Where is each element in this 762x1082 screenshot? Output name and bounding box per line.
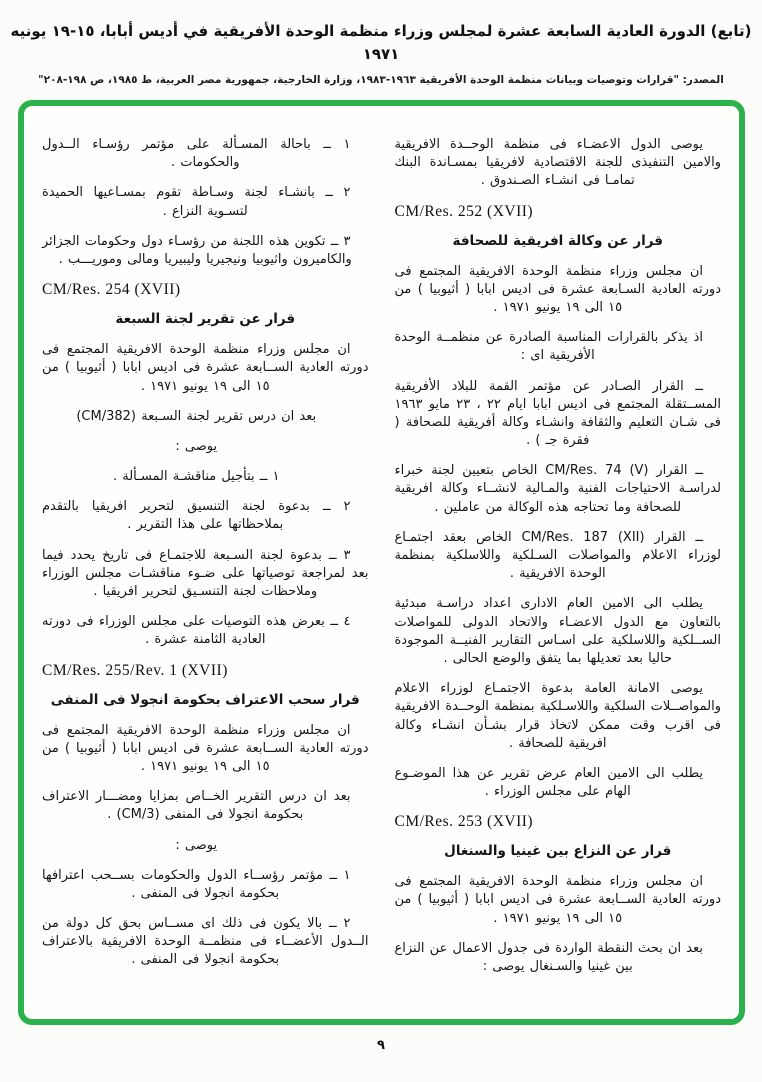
paragraph: ــ القرار CM/Res. 74 (V) الخاص بتعيين لجنة خبراء لدراسـة الاحتياجات الفنية والمـالية لانشــاء وكالة افريقية للصحافة وما تحتاجه هذه الوكالة من عاملين . [394,463,721,515]
paragraph: يوصى الامانة العامة بدعوة الاجتمـاع لوزراء الاعلام والمواصــلات السلكية واللاسـلكية بمنظمة الوحــدة الافريقية فى اقرب وقت ممكن لاتخاذ قرار بشـأن انشـاء وكالة افريقية للصحافة . [394,681,721,751]
column-left [42,136,369,1009]
paragraph: ٢ ــ بدعوة لجنة التنسيق لتحرير افريقيا بالتقدم بملاحظاتها على هذا التقرير . [42,499,351,533]
paragraph: ١ ــ بتأجيل مناقشـة المسـألة . [112,469,280,485]
paragraph: ١ ــ مؤتمر رؤســاء الدول والحكومات بســحب اعترافها بحكومة انجولا فى المنفى . [42,867,351,901]
resolution-title: قرار عن النزاع بين غينيا والسنغال [444,843,672,860]
paragraph: يوصى : [175,438,218,454]
source-citation: المصدر: "قرارات وتوصيات وبيانات منظمة الوحدة الأفريقية ١٩٦٣-١٩٨٣، وزارة الخارجية، جمهورية مصر العربية، ط ١٩٨٥، ص ١٩٨-٢٠٨" [38,74,724,86]
paragraph: بعد ان درس التقرير الخــاص بمزايا ومضـــار الاعتراف بحكومة انجولا فى المنفى (CM/3) . [42,789,351,823]
paragraph: بعد ان بحث النقطة الواردة فى جدول الاعمال عن النزاع بين غينيا والسـنغال يوصى : [394,940,703,974]
paragraph: ــ القرار CM/Res. 187 (XII) الخاص بعقد اجتمـاع لوزراء الاعلام والمواصلات السـلكية واللاسلكية بمنظمة الوحدة الافريقية . [394,529,721,582]
paragraph: بعد ان درس تقرير لجنة السـبعة (CM/382) [76,408,317,424]
paragraph: ١ ــ باحالة المسـألة على مؤتمر رؤسـاء الــدول والحكومات . [42,137,351,171]
session-title: (تابع) الدورة العادية السابعة عشرة لمجلس وزراء منظمة الوحدة الأفريقية في أديس أبابا، ١٥-١٩ يونيه ١٩٧١ [10,22,752,63]
paragraph: ــ القرار الصـادر عن مؤتمر القمة للبلاد الأفريقية المســتقلة المجتمع فى اديس ابابا ايام ٢٢ ، ٢٣ مايو ١٩٦٣ فى شـان التعليم والثقافة وانشـاء وكالة أفريقية للصحافة ( فقرة جـ ) . [394,378,721,449]
paragraph: ان مجلس وزراء منظمة الوحدة الافريقية المجتمع فى دورته العادية الســابعة عشرة فى اديس ابابا ( أثيوبيا ) من ١٥ الى ١٩ يونيو ١٩٧١ . [42,722,369,774]
paragraph: يوصى : [175,837,218,853]
paragraph: ان مجلس وزراء منظمة الوحدة الافريقية المجتمع فى دورته العادية الســابعة عشرة فى اديس ابابا ( أثيوبيا ) من ١٥ الى ١٩ يونيو ١٩٧١ . [394,874,721,926]
resolution-reference: CM/Res. 254 (XVII) [42,281,181,299]
document-header [0,20,762,86]
paragraph: ٢ ــ بانشـاء لجنة وسـاطة تقوم بمسـاعيها الحميدة لتسـوية النزاع . [42,185,351,219]
two-column-layout [24,106,739,1019]
resolution-title: قرار عن تقرير لجنة السبعة [115,311,296,328]
paragraph: ٤ ــ بعرض هذه التوصيات على مجلس الوزراء فى دورته العادية الثامنة عشرة . [42,614,351,648]
paragraph: ٢ ــ بالا يكون فى ذلك اى مســاس بحق كل دولة من الــدول الأعضــاء فى منظمــة الوحدة الافريقية بالاعتراف بحكومة انجولا فى المنفى . [42,916,369,968]
page-number: ٩ [377,1038,385,1053]
column-right [395,136,722,1009]
paragraph: ان مجلس وزراء منظمة الوحدة الافريقية المجتمع فى دورته العادية السـابعة عشرة فى اديس ابابا ( أثيوبيا ) من ١٥ الى ١٩ يونيو ١٩٧١ . [394,263,721,315]
paragraph: يطلب الى الامين العام الادارى اعداد دراسـة مبدئية بالتعاون مع الدول الاعضـاء والاتحاد الدولى للمواصلات الســلكية واللاسلكية على اسـاس التقارير الفنيــة الموجودة حاليا بعد تعديلها بما يتفق والوضع الحالى . [394,596,721,666]
paragraph: ان مجلس وزراء منظمة الوحدة الافريقية المجتمع فى دورته العادية الســابعة عشرة فى اديس ابابا ( أثيوبيا ) من ١٥ الى ١٩ يونيو ١٩٧١ . [42,342,369,394]
paragraph: ٣ ــ تكوين هذه اللجنة من رؤسـاء دول وحكومات الجزائر والكاميرون واثيوبيا ونيجيريا وليبيريا ومالى وموريـــب . [42,233,352,267]
paragraph: يطلب الى الامين العام عرض تقرير عن هذا الموضـوع الهام على مجلس الوزراء . [394,765,703,800]
paragraph: ٣ ــ بدعوة لجنة السـبعة للاجتمـاع فى تاريخ يحدد فيما بعد لمراجعة توصياتها على ضـوء مناقشـات مجلس الوزراء وملاحظات لجنة التنسـيق لتحرير افريقيا . [42,547,369,599]
paragraph: يوصى الدول الاعضـاء فى منظمة الوحــدة الافريقية والامين التنفيذى للجنة الاقتصادية لافريقيا بمسـاندة البنك تمامـا فى انشـاء الصـندوق . [394,137,721,189]
resolution-title: قرار سحب الاعتراف بحكومة انجولا فى المنفى [50,691,360,708]
resolution-reference: CM/Res. 252 (XVII) [394,202,534,220]
resolution-title: قرار عن وكالة افريقية للصحافة [452,232,663,249]
resolution-reference: CM/Res. 253 (XVII) [394,813,534,831]
resolution-reference: CM/Res. 255/Rev. 1 (XVII) [42,661,228,679]
green-content-frame [18,100,745,1025]
paragraph: اذ يذكر بالقرارات المناسبة الصادرة عن منظمــة الوحدة الأفريقية اى : [394,330,703,364]
